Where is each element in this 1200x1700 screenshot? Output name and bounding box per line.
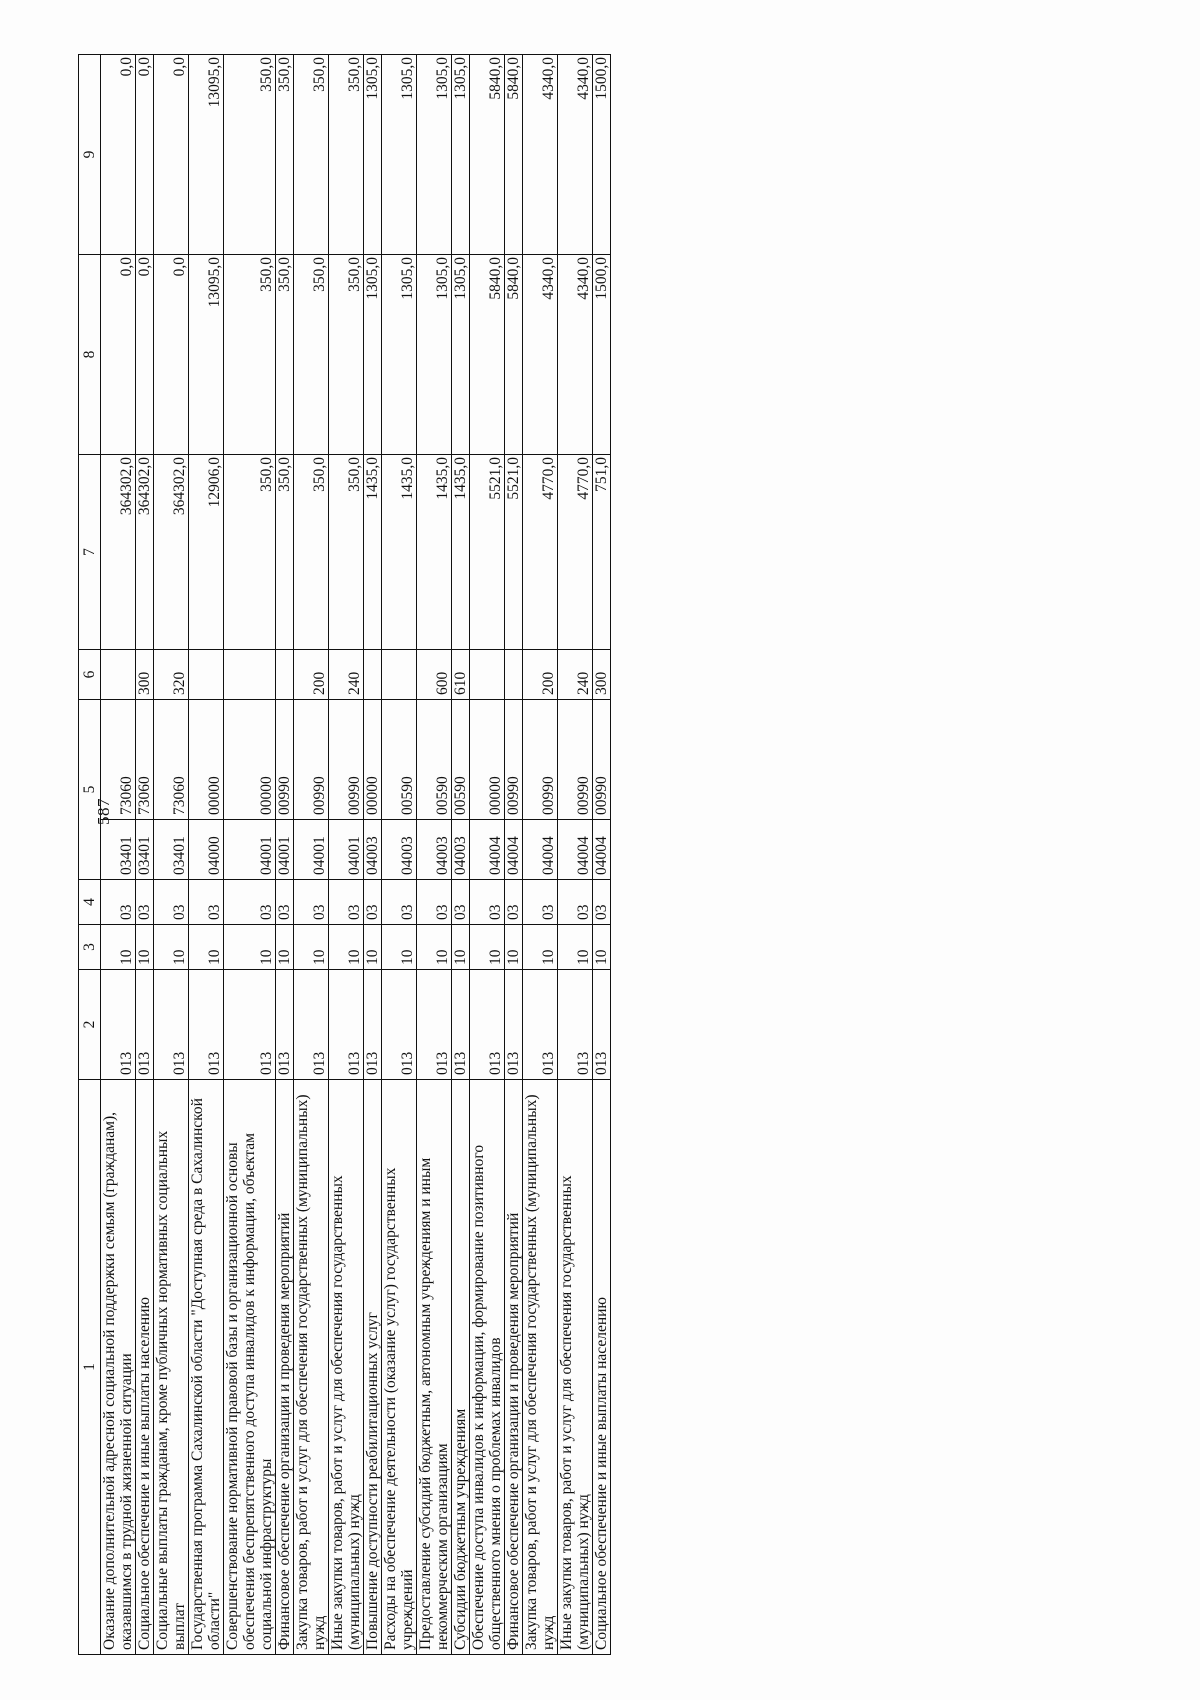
cell-col7: 364302,0	[136, 455, 154, 650]
cell-col9: 1305,0	[417, 55, 452, 255]
cell-col6: 200	[294, 650, 329, 700]
cell-col3: 10	[276, 925, 294, 970]
cell-col8: 350,0	[294, 255, 329, 455]
header-cell-5: 5	[79, 700, 101, 880]
cell-col2: 013	[558, 970, 593, 1080]
cell-col6	[101, 650, 136, 700]
cell-col4: 03	[593, 880, 611, 925]
cell-col4: 03	[558, 880, 593, 925]
cell-col4: 03	[382, 880, 417, 925]
cell-col2: 013	[470, 970, 505, 1080]
cell-col4: 03	[189, 880, 224, 925]
cell-col9: 5840,0	[470, 55, 505, 255]
page-number: 587	[94, 798, 113, 825]
cell-col4: 03	[276, 880, 294, 925]
cell-col3: 10	[364, 925, 382, 970]
cell-col5-program: 04001	[329, 820, 364, 880]
cell-col7: 4770,0	[523, 455, 558, 650]
cell-col7: 350,0	[224, 455, 276, 650]
cell-col9: 1305,0	[382, 55, 417, 255]
cell-col3: 10	[523, 925, 558, 970]
cell-col6	[189, 650, 224, 700]
header-cell-3: 3	[79, 925, 101, 970]
cell-col2: 013	[154, 970, 189, 1080]
cell-col9: 13095,0	[189, 55, 224, 255]
cell-col5-direction: 73060	[101, 700, 136, 820]
cell-col2: 013	[593, 970, 611, 1080]
cell-col5-program: 04001	[276, 820, 294, 880]
cell-col6	[470, 650, 505, 700]
cell-col6: 320	[154, 650, 189, 700]
cell-col7: 12906,0	[189, 455, 224, 650]
cell-col9: 350,0	[329, 55, 364, 255]
cell-col6: 300	[136, 650, 154, 700]
row-name: Повышение доступности реабилитационных услуг	[364, 1080, 382, 1655]
cell-col8: 350,0	[276, 255, 294, 455]
cell-col6	[224, 650, 276, 700]
row-name: Социальные выплаты гражданам, кроме публичных нормативных социальных выплат	[154, 1080, 189, 1655]
table-row	[523, 55, 558, 1655]
table-row	[101, 55, 136, 1655]
cell-col5-direction: 00990	[558, 700, 593, 820]
header-cell-4: 4	[79, 880, 101, 925]
cell-col2: 013	[329, 970, 364, 1080]
budget-table	[78, 54, 611, 1655]
cell-col4: 03	[294, 880, 329, 925]
cell-col7: 5521,0	[470, 455, 505, 650]
cell-col5-direction: 73060	[136, 700, 154, 820]
row-name: Государственная программа Сахалинской области "Доступная среда в Сахалинской области"	[189, 1080, 224, 1655]
cell-col5-direction: 00590	[417, 700, 452, 820]
cell-col2: 013	[189, 970, 224, 1080]
cell-col3: 10	[189, 925, 224, 970]
cell-col8: 350,0	[329, 255, 364, 455]
cell-col3: 10	[101, 925, 136, 970]
cell-col6	[276, 650, 294, 700]
cell-col2: 013	[364, 970, 382, 1080]
cell-col5-program: 04004	[593, 820, 611, 880]
table-row	[470, 55, 505, 1655]
row-name: Финансовое обеспечение организации и проведения мероприятий	[276, 1080, 294, 1655]
cell-col7: 1435,0	[452, 455, 470, 650]
cell-col5-direction: 00990	[329, 700, 364, 820]
cell-col5-direction: 00990	[505, 700, 523, 820]
cell-col5-program: 04001	[294, 820, 329, 880]
cell-col3: 10	[382, 925, 417, 970]
cell-col2: 013	[276, 970, 294, 1080]
cell-col5-program: 04004	[523, 820, 558, 880]
cell-col6: 600	[417, 650, 452, 700]
header-cell-9: 9	[79, 55, 101, 255]
cell-col7: 1435,0	[364, 455, 382, 650]
cell-col4: 03	[154, 880, 189, 925]
table-row	[452, 55, 470, 1655]
cell-col8: 5840,0	[505, 255, 523, 455]
cell-col6: 240	[558, 650, 593, 700]
row-name: Закупка товаров, работ и услуг для обеспечения государственных (муниципальных) нужд	[294, 1080, 329, 1655]
cell-col8: 4340,0	[558, 255, 593, 455]
cell-col4: 03	[523, 880, 558, 925]
cell-col8: 1500,0	[593, 255, 611, 455]
cell-col5-program: 04004	[470, 820, 505, 880]
row-name: Предоставление субсидий бюджетным, автономным учреждениям и иным некоммерческим организациям	[417, 1080, 452, 1655]
cell-col6: 610	[452, 650, 470, 700]
cell-col2: 013	[294, 970, 329, 1080]
row-name: Иные закупки товаров, работ и услуг для обеспечения государственных (муниципальных) нужд	[329, 1080, 364, 1655]
cell-col3: 10	[558, 925, 593, 970]
row-name: Социальное обеспечение и иные выплаты населению	[136, 1080, 154, 1655]
cell-col7: 1435,0	[417, 455, 452, 650]
cell-col5-direction: 00990	[276, 700, 294, 820]
cell-col5-program: 04003	[382, 820, 417, 880]
cell-col6	[382, 650, 417, 700]
table-row	[382, 55, 417, 1655]
table-row	[505, 55, 523, 1655]
cell-col4: 03	[224, 880, 276, 925]
cell-col5-direction: 73060	[154, 700, 189, 820]
cell-col4: 03	[329, 880, 364, 925]
cell-col5-direction: 00000	[224, 700, 276, 820]
cell-col9: 0,0	[136, 55, 154, 255]
cell-col9: 350,0	[294, 55, 329, 255]
cell-col9: 4340,0	[523, 55, 558, 255]
cell-col4: 03	[136, 880, 154, 925]
cell-col9: 1500,0	[593, 55, 611, 255]
cell-col8: 1305,0	[382, 255, 417, 455]
row-name: Социальное обеспечение и иные выплаты населению	[593, 1080, 611, 1655]
cell-col3: 10	[417, 925, 452, 970]
cell-col9: 5840,0	[505, 55, 523, 255]
cell-col9: 1305,0	[452, 55, 470, 255]
cell-col7: 751,0	[593, 455, 611, 650]
cell-col2: 013	[452, 970, 470, 1080]
cell-col3: 10	[329, 925, 364, 970]
row-name: Финансовое обеспечение организации и проведения мероприятий	[505, 1080, 523, 1655]
cell-col5-direction: 00590	[382, 700, 417, 820]
cell-col7: 364302,0	[154, 455, 189, 650]
table-row	[558, 55, 593, 1655]
cell-col5-program: 04004	[558, 820, 593, 880]
table-row	[294, 55, 329, 1655]
cell-col5-program: 03401	[101, 820, 136, 880]
cell-col3: 10	[505, 925, 523, 970]
cell-col8: 1305,0	[452, 255, 470, 455]
row-name: Субсидии бюджетным учреждениям	[452, 1080, 470, 1655]
cell-col5-program: 04003	[452, 820, 470, 880]
table-row	[136, 55, 154, 1655]
cell-col9: 0,0	[101, 55, 136, 255]
table-row	[189, 55, 224, 1655]
row-name: Оказание дополнительной адресной социальной поддержки семьям (гражданам), оказавшимся в трудной жизненной ситуации	[101, 1080, 136, 1655]
row-name: Обеспечение доступа инвалидов к информации, формирование позитивного общественного мнения о проблемах инвалидов	[470, 1080, 505, 1655]
header-cell-7: 7	[79, 455, 101, 650]
cell-col2: 013	[224, 970, 276, 1080]
cell-col3: 10	[136, 925, 154, 970]
cell-col8: 0,0	[136, 255, 154, 455]
row-name: Иные закупки товаров, работ и услуг для обеспечения государственных (муниципальных) нужд	[558, 1080, 593, 1655]
cell-col7: 350,0	[329, 455, 364, 650]
cell-col8: 5840,0	[470, 255, 505, 455]
cell-col9: 350,0	[224, 55, 276, 255]
cell-col3: 10	[224, 925, 276, 970]
cell-col2: 013	[417, 970, 452, 1080]
cell-col5-direction: 00990	[593, 700, 611, 820]
table-row	[154, 55, 189, 1655]
row-name: Закупка товаров, работ и услуг для обеспечения государственных (муниципальных) нужд	[523, 1080, 558, 1655]
cell-col6	[505, 650, 523, 700]
cell-col3: 10	[452, 925, 470, 970]
cell-col3: 10	[470, 925, 505, 970]
cell-col5-direction: 00000	[364, 700, 382, 820]
cell-col5-direction: 00990	[523, 700, 558, 820]
cell-col7: 1435,0	[382, 455, 417, 650]
cell-col5-direction: 00000	[470, 700, 505, 820]
header-cell-6: 6	[79, 650, 101, 700]
table-row	[329, 55, 364, 1655]
header-row	[79, 55, 101, 1655]
cell-col5-program: 04001	[224, 820, 276, 880]
table-row	[364, 55, 382, 1655]
cell-col6	[364, 650, 382, 700]
cell-col2: 013	[382, 970, 417, 1080]
cell-col5-program: 03401	[136, 820, 154, 880]
cell-col8: 13095,0	[189, 255, 224, 455]
cell-col7: 364302,0	[101, 455, 136, 650]
cell-col2: 013	[136, 970, 154, 1080]
cell-col8: 1305,0	[364, 255, 382, 455]
cell-col5-direction: 00000	[189, 700, 224, 820]
cell-col4: 03	[101, 880, 136, 925]
table-row	[593, 55, 611, 1655]
cell-col6: 300	[593, 650, 611, 700]
cell-col7: 350,0	[294, 455, 329, 650]
cell-col3: 10	[593, 925, 611, 970]
cell-col3: 10	[294, 925, 329, 970]
cell-col9: 0,0	[154, 55, 189, 255]
cell-col9: 4340,0	[558, 55, 593, 255]
cell-col4: 03	[417, 880, 452, 925]
cell-col8: 0,0	[154, 255, 189, 455]
cell-col2: 013	[505, 970, 523, 1080]
cell-col8: 4340,0	[523, 255, 558, 455]
cell-col5-program: 03401	[154, 820, 189, 880]
cell-col7: 5521,0	[505, 455, 523, 650]
cell-col7: 350,0	[276, 455, 294, 650]
cell-col5-program: 04000	[189, 820, 224, 880]
cell-col7: 4770,0	[558, 455, 593, 650]
row-name: Расходы на обеспечение деятельности (оказание услуг) государственных учреждений	[382, 1080, 417, 1655]
cell-col4: 03	[505, 880, 523, 925]
cell-col4: 03	[364, 880, 382, 925]
cell-col5-program: 04004	[505, 820, 523, 880]
header-cell-2: 2	[79, 970, 101, 1080]
cell-col2: 013	[523, 970, 558, 1080]
cell-col4: 03	[452, 880, 470, 925]
cell-col5-direction: 00590	[452, 700, 470, 820]
header-cell-8: 8	[79, 255, 101, 455]
cell-col5-program: 04003	[364, 820, 382, 880]
cell-col8: 1305,0	[417, 255, 452, 455]
row-name: Совершенствование нормативной правовой базы и организационной основы обеспечения беспрепятственного доступа инвалидов к информации, объектам социальной инфраструктуры	[224, 1080, 276, 1655]
cell-col9: 1305,0	[364, 55, 382, 255]
cell-col9: 350,0	[276, 55, 294, 255]
cell-col2: 013	[101, 970, 136, 1080]
cell-col6: 240	[329, 650, 364, 700]
table-row	[224, 55, 276, 1655]
cell-col4: 03	[470, 880, 505, 925]
cell-col5-program: 04003	[417, 820, 452, 880]
cell-col8: 0,0	[101, 255, 136, 455]
table-row	[276, 55, 294, 1655]
cell-col8: 350,0	[224, 255, 276, 455]
cell-col3: 10	[154, 925, 189, 970]
cell-col6: 200	[523, 650, 558, 700]
cell-col5-direction: 00990	[294, 700, 329, 820]
header-cell-1: 1	[79, 1080, 101, 1655]
table-row	[417, 55, 452, 1655]
